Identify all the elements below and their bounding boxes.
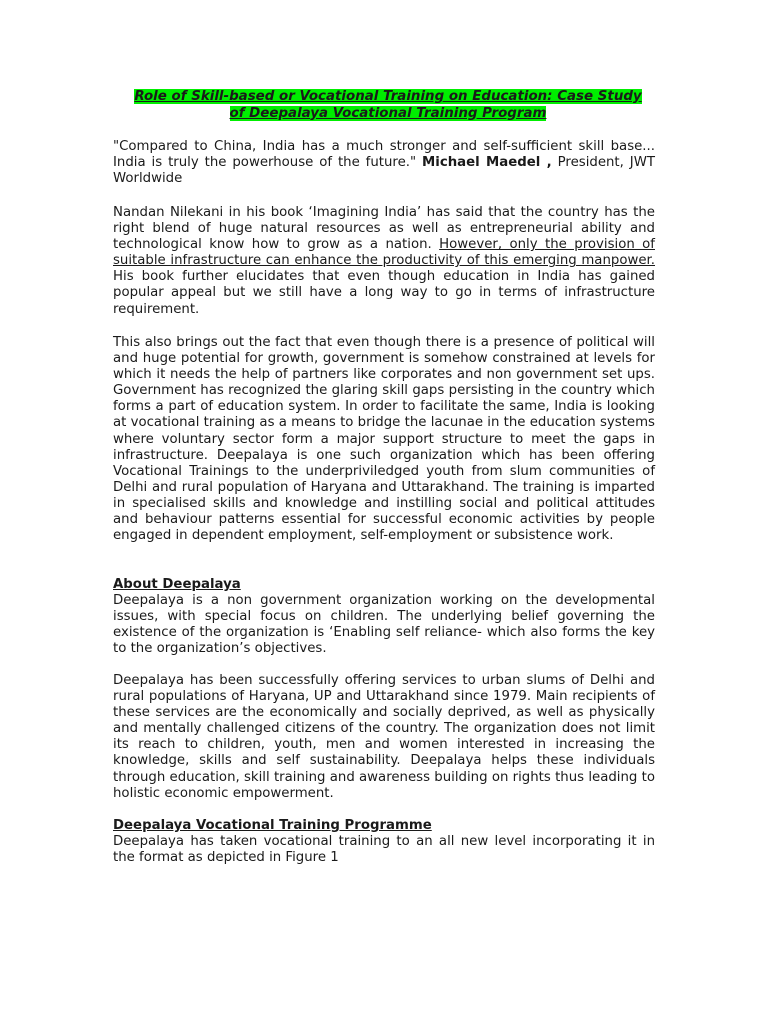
underlined-statement: However, only the provision of suitable infrastructure can enhance the productivity of this emerging manpower. xyxy=(113,237,655,269)
section-about-deepalaya xyxy=(113,577,655,657)
paragraph-nilekani xyxy=(113,205,655,318)
section-paragraph: Deepalaya is a non government organization working on the developmental issues, with special focus on children. The underlying belief governing the existence of the organization is ‘Enabling self reliance- which also forms the key to the organization’s objectives. xyxy=(113,593,655,657)
title-line-2: of Deepalaya Vocational Training Program xyxy=(229,105,547,121)
section-heading: Deepalaya Vocational Training Programme xyxy=(113,818,432,833)
quote-author: Michael Maedel , xyxy=(422,155,552,171)
section-heading: About Deepalaya xyxy=(113,577,241,592)
quote-text: "Compared to China, India has a much stronger and self-sufficient skill base... India is truly the powerhouse of the future." xyxy=(113,139,655,171)
title-line-1: Role of Skill-based or Vocational Training on Education: Case Study xyxy=(134,89,642,104)
quote-author-role: President, JWT Worldwide xyxy=(113,155,655,187)
opening-quote xyxy=(113,139,655,187)
paragraph-services: Deepalaya has been successfully offering services to urban slums of Delhi and rural populations of Haryana, UP and Uttarakhand since 1979. Main recipients of these services are the economically and socially deprived, as well as physically and mentally challenged citizens of the country. The organization does not limit its reach to children, youth, men and women interested in increasing the knowledge, skills and self sustainability. Deepalaya helps these individuals through education, skill training and awareness building on rights thus leading to holistic economic empowerment. xyxy=(113,673,655,801)
paragraph-government: This also brings out the fact that even though there is a presence of political will and huge potential for growth, government is somehow constrained at levels for which it needs the help of partners like corporates and non government set ups. Government has recognized the glaring skill gaps persisting in the country which forms a part of education system. In order to facilitate the same, India is looking at vocational training as a means to bridge the lacunae in the education systems where voluntary sector form a major support structure to meet the gaps in infrastructure. Deepalaya is one such organization which has been offering Vocational Trainings to the underpriviledged youth from slum communities of Delhi and rural population of Haryana and Uttarakhand. The training is imparted in specialised skills and knowledge and instilling social and political attitudes and behaviour patterns essential for successful economic activities by people engaged in dependent employment, self-employment or subsistence work. xyxy=(113,335,655,544)
section-paragraph: Deepalaya has taken vocational training to an all new level incorporating it in the format as depicted in Figure 1 xyxy=(113,834,655,866)
paragraph-text: His book further elucidates that even though education in India has gained popular appeal but we still have a long way to go in terms of infrastructure requirement. xyxy=(113,269,655,317)
section-vocational-programme xyxy=(113,818,655,866)
document-title xyxy=(108,89,668,122)
paragraph-text: Nandan Nilekani in his book ‘Imagining India’ has said that the country has the right blend of huge natural resources as well as entrepreneurial ability and technological know how to grow as a nation. xyxy=(113,205,655,253)
